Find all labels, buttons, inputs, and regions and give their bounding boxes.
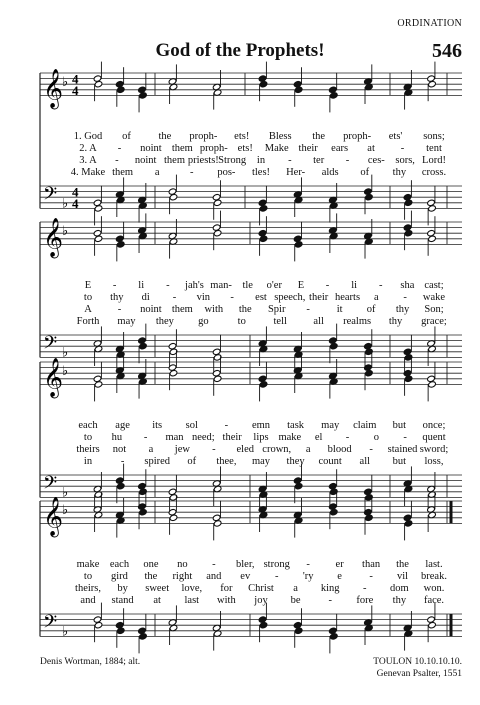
lyric-syllable: vin — [196, 292, 211, 303]
lyric-syllable: - — [172, 292, 177, 303]
text-credit — [40, 656, 140, 668]
lyric-syllable: but — [392, 420, 407, 431]
lyric-syllable: need; — [191, 432, 215, 443]
lyric-syllable: all — [359, 456, 371, 467]
lyric-syllable: - — [369, 571, 373, 582]
tune-source: Genevan Psalter, 1551 — [376, 669, 462, 679]
lyric-syllable: - — [363, 583, 367, 594]
lyric-syllable: man- — [210, 280, 232, 291]
lyric-syllable: task — [287, 420, 305, 431]
lyric-syllable: joy — [254, 595, 268, 606]
lyric-syllable: eled — [236, 444, 255, 455]
lyric-syllable: proph- — [343, 131, 372, 142]
lyric-syllable: thy — [392, 167, 407, 178]
music-system — [0, 68, 480, 213]
time-signature-top: 4 — [72, 71, 79, 87]
lyric-syllable: last — [184, 595, 200, 606]
lyric-syllable: proph- — [189, 131, 218, 142]
lyric-syllable: ets! — [234, 131, 250, 142]
flat-key-icon: ♭ — [62, 345, 69, 361]
lyric-syllable: go — [198, 316, 209, 327]
lyric-syllable: el — [314, 432, 323, 443]
lyric-syllable: their — [298, 143, 318, 154]
lyric-syllable: - — [288, 155, 292, 166]
verse-line — [0, 316, 480, 329]
lyric-syllable: - — [143, 432, 148, 443]
lyric-syllable: sons; — [423, 131, 445, 142]
lyric-syllable: hearts — [334, 292, 361, 303]
lyric-syllable: jew — [174, 444, 190, 455]
lyric-syllable: 4. Make — [70, 167, 106, 178]
hymn-number: 546 — [432, 40, 462, 62]
lyric-syllable: - — [190, 167, 194, 178]
lyric-syllable: the — [238, 304, 252, 315]
lyric-syllable: priests! — [187, 155, 219, 166]
lyric-syllable: noint — [140, 304, 162, 315]
lyric-syllable: may — [117, 316, 136, 327]
lyric-syllable: make — [278, 432, 302, 443]
tune-name: TOULON 10.10.10.10. — [373, 657, 462, 667]
lyric-syllable: a — [373, 292, 379, 303]
music-system — [0, 357, 480, 502]
treble-clef-icon: 𝄞 — [43, 68, 64, 109]
lyric-syllable: - — [120, 456, 125, 467]
lyric-syllable: vil — [396, 571, 409, 582]
lyric-syllable: noint — [140, 143, 162, 154]
lyric-syllable: they — [155, 316, 174, 327]
lyric-syllable: theirs — [76, 444, 100, 455]
lyric-syllable: sword; — [419, 444, 449, 455]
lyric-syllable: - — [379, 280, 383, 291]
lyric-syllable: alds — [321, 167, 339, 178]
lyric-syllable: in — [256, 155, 266, 166]
flat-key-icon: ♭ — [62, 196, 69, 212]
lyric-syllable: them — [112, 167, 134, 178]
lyric-syllable: love, — [181, 583, 203, 594]
lyric-syllable: grace; — [421, 316, 447, 327]
verse-line — [0, 167, 480, 180]
lyric-syllable: each — [109, 559, 130, 570]
lyric-syllable: its — [152, 420, 163, 431]
lyric-syllable: Make — [264, 143, 289, 154]
lyric-syllable: loss, — [424, 456, 444, 467]
lyric-syllable: Spir — [267, 304, 286, 315]
lyric-syllable: than — [362, 559, 381, 570]
lyric-syllable: and — [80, 595, 96, 606]
lyric-syllable: they — [286, 456, 305, 467]
author-credit: Denis Wortman, 1884; alt. — [40, 657, 141, 667]
lyric-syllable: proph- — [199, 143, 228, 154]
lyric-syllable: in — [83, 456, 93, 467]
tune-credit — [373, 656, 462, 680]
lyric-syllable: stained — [387, 444, 418, 455]
flat-key-icon: ♭ — [62, 624, 69, 640]
lyric-syllable: er — [335, 559, 344, 570]
lyric-syllable: ears — [331, 143, 349, 154]
lyric-syllable: be — [290, 595, 301, 606]
lyric-syllable: - — [345, 432, 350, 443]
lyric-syllable: a — [293, 583, 298, 594]
lyric-syllable: age — [115, 420, 130, 431]
treble-clef-icon: 𝄞 — [43, 357, 64, 398]
lyric-syllable: them — [171, 143, 193, 154]
bass-clef-icon: 𝄢 — [43, 611, 58, 637]
lyric-syllable: break. — [421, 571, 447, 582]
lyric-syllable: sol — [185, 420, 198, 431]
lyric-syllable: 3. A — [79, 155, 97, 166]
lyric-syllable: cast; — [424, 280, 444, 291]
lyric-syllable: emn — [251, 420, 271, 431]
lyric-syllable: - — [403, 292, 407, 303]
lyric-syllable: Bless — [268, 131, 292, 142]
lyric-syllable: thy — [110, 292, 124, 303]
time-signature-bottom: 4 — [72, 82, 79, 98]
lyric-syllable: all — [313, 316, 324, 327]
lyric-syllable: of — [187, 456, 197, 467]
lyric-syllable: E — [84, 280, 92, 291]
flat-key-icon: ♭ — [62, 485, 69, 501]
lyric-syllable: Her- — [286, 167, 306, 178]
lyric-syllable: Son; — [424, 304, 444, 315]
lyric-syllable: the — [396, 559, 409, 570]
lyric-syllable: Lord! — [422, 155, 446, 166]
lyric-syllable: tell — [273, 316, 287, 327]
lyric-syllable: them — [164, 155, 185, 166]
lyric-syllable: gird — [110, 571, 128, 582]
lyric-syllable: Forth — [76, 316, 100, 327]
lyric-syllable: realms — [343, 316, 372, 327]
lyric-syllable: o'er — [266, 280, 282, 291]
lyric-syllable: A — [84, 304, 92, 315]
lyric-syllable: - — [115, 155, 119, 166]
lyric-syllable: cross. — [421, 167, 447, 178]
lyric-syllable: face. — [423, 595, 445, 606]
treble-clef-icon: 𝄞 — [43, 496, 64, 537]
lyric-syllable: the — [158, 131, 172, 142]
lyric-syllable: sha — [400, 280, 415, 291]
lyric-syllable: tent — [426, 143, 442, 154]
lyric-syllable: their — [309, 292, 329, 303]
flat-key-icon: ♭ — [62, 75, 69, 91]
lyric-syllable: wake — [422, 292, 446, 303]
lyric-syllable: to — [237, 316, 246, 327]
lyric-syllable: to — [83, 292, 93, 303]
lyric-syllable: - — [328, 595, 332, 606]
lyric-syllable: a — [305, 444, 311, 455]
music-system — [0, 217, 480, 362]
lyric-syllable: count — [318, 456, 342, 467]
lyric-syllable: of — [122, 131, 131, 142]
lyric-syllable: theirs, — [75, 583, 101, 594]
lyric-syllable: make — [76, 559, 100, 570]
section-label: ORDINATION — [397, 18, 462, 29]
lyric-syllable: and — [206, 571, 222, 582]
lyric-syllable: pos- — [217, 167, 236, 178]
lyric-syllable: 'ry — [302, 571, 314, 582]
lyric-syllable: ces- — [367, 155, 385, 166]
lyric-syllable: at — [153, 595, 161, 606]
lyric-syllable: tles! — [251, 167, 271, 178]
lyric-syllable: their — [222, 432, 242, 443]
lyric-syllable: stand — [111, 595, 134, 606]
lyric-syllable: for — [220, 583, 233, 594]
bass-clef-icon: 𝄢 — [43, 332, 58, 358]
lyric-syllable: - — [369, 444, 373, 455]
lyric-syllable: li — [138, 280, 145, 291]
lyric-syllable: - — [224, 420, 229, 431]
bass-clef-icon: 𝄢 — [43, 183, 58, 209]
lyric-syllable: may — [251, 456, 271, 467]
lyric-syllable: to — [83, 432, 93, 443]
lyric-syllable: a — [148, 444, 154, 455]
lyric-syllable: - — [117, 304, 122, 315]
lyric-syllable: the — [312, 131, 326, 142]
flat-key-icon: ♭ — [62, 364, 69, 380]
time-signature-top: 4 — [72, 184, 79, 200]
lyric-syllable: e — [337, 571, 342, 582]
lyric-syllable: 1. God — [73, 131, 103, 142]
lyric-syllable: man — [165, 432, 184, 443]
lyric-syllable: - — [117, 143, 122, 154]
lyric-syllable: o — [373, 432, 379, 443]
lyric-syllable: Christ — [248, 583, 274, 594]
lyric-syllable: claim — [353, 420, 377, 431]
lyric-syllable: ets' — [388, 131, 403, 142]
lyric-syllable: ev — [240, 571, 251, 582]
lyric-syllable: - — [306, 559, 310, 570]
lyric-syllable: 2. A — [79, 143, 97, 154]
lyric-syllable: at — [367, 143, 375, 154]
lyric-syllable: sors, — [395, 155, 415, 166]
lyric-syllable: ter — [313, 155, 325, 166]
lyric-syllable: Strong — [218, 155, 247, 166]
lyric-syllable: blood — [327, 444, 352, 455]
lyric-syllable: each — [78, 420, 98, 431]
treble-clef-icon: 𝄞 — [43, 217, 64, 258]
lyric-syllable: strong — [263, 559, 290, 570]
lyric-syllable: with — [217, 595, 236, 606]
lyric-syllable: to — [83, 571, 93, 582]
verse-line — [0, 456, 480, 469]
lyric-syllable: but — [392, 456, 407, 467]
lyric-syllable: - — [212, 444, 216, 455]
lyric-syllable: - — [112, 280, 117, 291]
hymn-title: God of the Prophets! — [155, 40, 325, 61]
music-system — [0, 496, 480, 641]
lyric-syllable: of — [366, 304, 376, 315]
lyric-syllable: a — [154, 167, 160, 178]
verse-line — [0, 595, 480, 608]
lyric-syllable: - — [400, 143, 405, 154]
lyric-syllable: ets! — [237, 143, 253, 154]
lyric-syllable: E — [297, 280, 305, 291]
lyric-syllable: - — [345, 155, 350, 166]
lyric-syllable: - — [403, 432, 407, 443]
lyric-syllable: - — [166, 280, 170, 291]
lyric-syllable: once; — [422, 420, 446, 431]
lyric-syllable: lips — [253, 432, 269, 443]
lyric-syllable: hu — [111, 432, 123, 443]
lyric-syllable: sweet — [145, 583, 170, 594]
lyric-syllable: won. — [423, 583, 445, 594]
lyric-syllable: thee, — [216, 456, 237, 467]
lyric-syllable: right — [172, 571, 193, 582]
lyric-syllable: - — [306, 304, 310, 315]
lyric-syllable: quent — [422, 432, 446, 443]
lyric-syllable: not — [112, 444, 127, 455]
bass-clef-icon: 𝄢 — [43, 472, 58, 498]
lyric-syllable: fore — [356, 595, 374, 606]
lyric-syllable: li — [351, 280, 358, 291]
lyric-syllable: speech, — [274, 292, 306, 303]
lyric-syllable: king — [320, 583, 340, 594]
lyric-syllable: crown, — [262, 444, 292, 455]
lyric-syllable: noint — [134, 155, 157, 166]
flat-key-icon: ♭ — [62, 224, 69, 240]
time-signature-bottom: 4 — [72, 195, 79, 211]
lyric-syllable: no — [177, 559, 188, 570]
lyric-syllable: it — [336, 304, 343, 315]
lyric-syllable: them — [171, 304, 193, 315]
lyric-syllable: bler, — [236, 559, 255, 570]
lyric-syllable: with — [204, 304, 224, 315]
lyric-syllable: thy — [388, 316, 403, 327]
lyric-syllable: thy — [395, 304, 410, 315]
lyric-syllable: jah's — [185, 280, 204, 291]
lyric-syllable: last. — [425, 559, 443, 570]
lyric-syllable: of — [360, 167, 370, 178]
lyric-syllable: - — [212, 559, 216, 570]
lyric-syllable: one — [143, 559, 159, 570]
lyric-syllable: - — [325, 280, 330, 291]
lyric-syllable: by — [117, 583, 128, 594]
lyric-syllable: - — [230, 292, 234, 303]
lyric-syllable: - — [274, 571, 279, 582]
lyric-syllable: est — [255, 292, 267, 303]
flat-key-icon: ♭ — [62, 503, 69, 519]
lyric-syllable: spired — [144, 456, 171, 467]
lyric-syllable: dom — [390, 583, 409, 594]
lyric-syllable: may — [321, 420, 340, 431]
lyric-syllable: tle — [242, 280, 253, 291]
lyric-syllable: the — [144, 571, 158, 582]
lyric-syllable: thy — [392, 595, 407, 606]
lyric-syllable: di — [141, 292, 150, 303]
